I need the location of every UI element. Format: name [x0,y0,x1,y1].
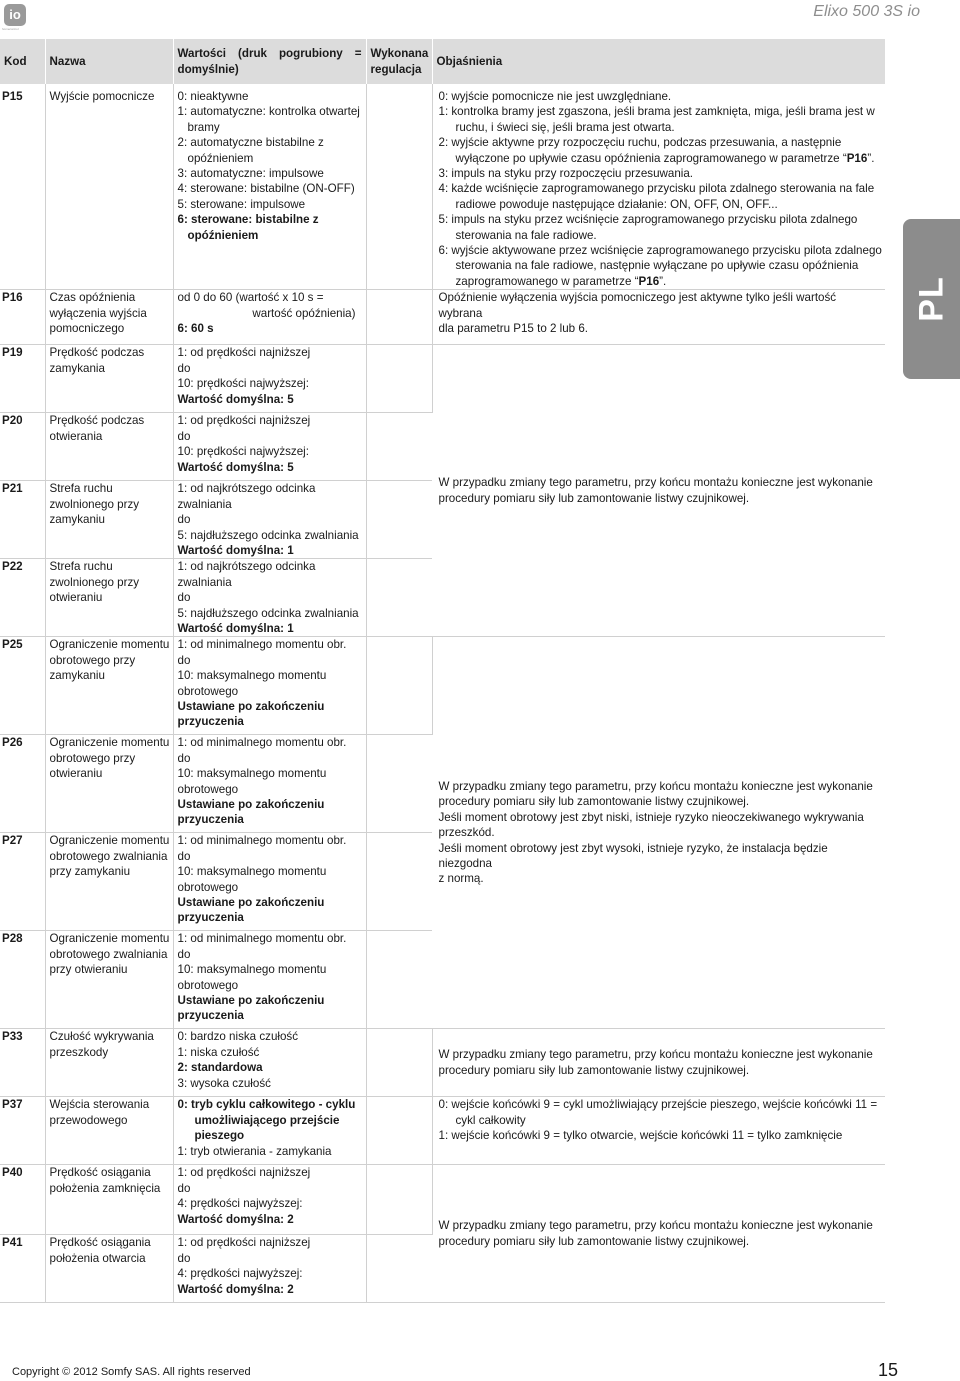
param-code: P16 [0,290,45,345]
param-name: Strefa ruchu zwolnionego przy zamykaniu [45,481,173,559]
param-values: 0: bardzo niska czułość 1: niska czułość 2: standardowa 3: wysoka czułość [173,1029,366,1097]
param-name: Wyjście pomocnicze [45,84,173,290]
table-row [0,84,885,290]
param-values: 1: od minimalnego momentu obr. do 10: maksymalnego momentu obrotowego Ustawiane po zakończeniu przyuczenia [173,931,366,1029]
param-setting [366,833,432,931]
param-explanation: W przypadku zmiany tego parametru, przy końcu montażu konieczne jest wykonanie procedury pomiaru siły lub zamontowanie listwy czujnikowej. [432,1165,885,1303]
param-explanation: W przypadku zmiany tego parametru, przy końcu montażu konieczne jest wykonanie procedury pomiaru siły lub zamontowanie listwy czujnikowej. [432,345,885,637]
param-name: Prędkość podczas zamykania [45,345,173,413]
language-tab [903,219,960,379]
param-code: P33 [0,1029,45,1097]
param-code: P19 [0,345,45,413]
param-code: P21 [0,481,45,559]
brand-logo: io [4,4,26,26]
table-row [0,1165,885,1235]
header-nazwa: Nazwa [45,39,173,84]
copyright-notice: Copyright © 2012 Somfy SAS. All rights reserved [12,1366,251,1378]
param-setting [366,290,432,345]
param-code: P22 [0,559,45,637]
param-values: 1: od prędkości najniższej do 4: prędkości najwyższej: Wartość domyślna: 2 [173,1165,366,1235]
param-name: Wejścia sterowania przewodowego [45,1097,173,1165]
param-name: Ograniczenie momentu obrotowego przy zamykaniu [45,637,173,735]
param-code: P41 [0,1235,45,1303]
param-values: 1: od najkrótszego odcinka zwalniania do 5: najdłuższego odcinka zwalniania Wartość domyślna: 1 [173,481,366,559]
param-setting [366,84,432,290]
param-name: Strefa ruchu zwolnionego przy otwieraniu [45,559,173,637]
param-setting [366,559,432,637]
product-name: Elixo 500 3S io [813,3,920,20]
param-code: P40 [0,1165,45,1235]
param-name: Prędkość osiągania położenia otwarcia [45,1235,173,1303]
param-explanation: Opóźnienie wyłączenia wyjścia pomocniczego jest aktywne tylko jeśli wartość wybrana dla parametru P15 to 2 lub 6. [432,290,885,345]
table-row [0,290,885,345]
param-setting [366,1097,432,1165]
param-values: 1: od prędkości najniższej do 10: prędkości najwyższej: Wartość domyślna: 5 [173,413,366,481]
param-setting [366,413,432,481]
page-number: 15 [877,1360,898,1380]
language-tab-label: PL [912,276,950,322]
param-setting [366,481,432,559]
table-row [0,345,885,413]
param-name: Czułość wykrywania przeszkody [45,1029,173,1097]
param-values: od 0 do 60 (wartość x 10 s = wartość opóźnienia) 6: 60 s [173,290,366,345]
parameters-table [0,39,885,1303]
param-values: 0: tryb cyklu całkowitego - cyklu umożliwiającego przejście pieszego 1: tryb otwierania - zamykania [173,1097,366,1165]
param-values: 1: od najkrótszego odcinka zwalniania do 5: najdłuższego odcinka zwalniania Wartość domyślna: 1 [173,559,366,637]
param-explanation: W przypadku zmiany tego parametru, przy końcu montażu konieczne jest wykonanie procedury pomiaru siły lub zamontowanie listwy czujnikowej. [432,1029,885,1097]
param-code: P20 [0,413,45,481]
brand-logo-subtext: homecontrol [2,27,19,31]
param-setting [366,1029,432,1097]
header-kod: Kod [0,39,45,84]
param-name: Prędkość osiągania położenia zamknięcia [45,1165,173,1235]
param-setting [366,735,432,833]
param-explanation: 0: wyjście pomocnicze nie jest uwzględniane. 1: kontrolka bramy jest zgaszona, jeśli brama jest zamknięta, miga, jeśli brama jest w ruchu, i świeci się, jeśli brama jest otwarta. 2: wyjście aktywne przy rozpoczęciu ruchu, podczas przesuwania, a następnie wyłączone po upływie czasu opóźnienia zaprogramowanego w parametrze “P16”. 3: impuls na styku przy rozpoczęciu przesuwania. 4: każde wciśnięcie zaprogramowanego przycisku pilota zdalnego sterowania na fale radiowe powoduje następujące działanie: ON, OFF, ON, OFF... 5: impuls na styku przez wciśnięcie zaprogramowanego przycisku pilota zdalnego sterowania na fale radiowe. 6: wyjście aktywowane przez wciśnięcie zaprogramowanego przycisku pilota zdalnego sterowania na fale radiowe, następnie wyłączane po upływie czasu opóźnienia zaprogramowanego w parametrze “P16”. [432,84,885,290]
param-values: 1: od minimalnego momentu obr. do 10: maksymalnego momentu obrotowego Ustawiane po zakończeniu przyuczenia [173,735,366,833]
param-setting [366,931,432,1029]
param-values: 1: od minimalnego momentu obr. do 10: maksymalnego momentu obrotowego Ustawiane po zakończeniu przyuczenia [173,637,366,735]
param-name: Prędkość podczas otwierania [45,413,173,481]
param-code: P28 [0,931,45,1029]
table-header-row [0,39,885,84]
table-row [0,637,885,735]
param-values: 1: od prędkości najniższej do 10: prędkości najwyższej: Wartość domyślna: 5 [173,345,366,413]
param-code: P37 [0,1097,45,1165]
param-values: 1: od minimalnego momentu obr. do 10: maksymalnego momentu obrotowego Ustawiane po zakończeniu przyuczenia [173,833,366,931]
header-wartosci: Wartości (druk pogrubiony = domyślnie) [173,39,366,84]
param-values: 0: nieaktywne 1: automatyczne: kontrolka otwartej bramy 2: automatyczne bistabilne z opóźnieniem 3: automatyczne: impulsowe 4: sterowane: bistabilne (ON-OFF) 5: sterowane: impulsowe 6: sterowane: bistabilne z opóźnieniem [173,84,366,290]
param-setting [366,1235,432,1303]
param-code: P15 [0,84,45,290]
param-setting [366,1165,432,1235]
header-objasnienia: Objaśnienia [432,39,885,84]
param-explanation: W przypadku zmiany tego parametru, przy końcu montażu konieczne jest wykonanie procedury pomiaru siły lub zamontowanie listwy czujnikowej. Jeśli moment obrotowy jest zbyt niski, istnieje ryzyko nieoczekiwanego wykrywania przeszkód. Jeśli moment obrotowy jest zbyt wysoki, istnieje ryzyko, że instalacja będzie niezgodna z normą. [432,637,885,1029]
param-name: Ograniczenie momentu obrotowego przy otwieraniu [45,735,173,833]
param-values: 1: od prędkości najniższej do 4: prędkości najwyższej: Wartość domyślna: 2 [173,1235,366,1303]
param-explanation: 0: wejście końcówki 9 = cykl umożliwiający przejście pieszego, wejście końcówki 11 = cykl całkowity 1: wejście końcówki 9 = tylko otwarcie, wejście końcówki 11 = tylko zamknięcie [432,1097,885,1165]
param-name: Ograniczenie momentu obrotowego zwalniania przy otwieraniu [45,931,173,1029]
table-row [0,1029,885,1097]
param-name: Czas opóźnienia wyłączenia wyjścia pomocniczego [45,290,173,345]
param-code: P26 [0,735,45,833]
param-name: Ograniczenie momentu obrotowego zwalniania przy zamykaniu [45,833,173,931]
header-wykonana: Wykonana regulacja [366,39,432,84]
param-code: P25 [0,637,45,735]
param-code: P27 [0,833,45,931]
table-row [0,1097,885,1165]
param-setting [366,637,432,735]
param-setting [366,345,432,413]
